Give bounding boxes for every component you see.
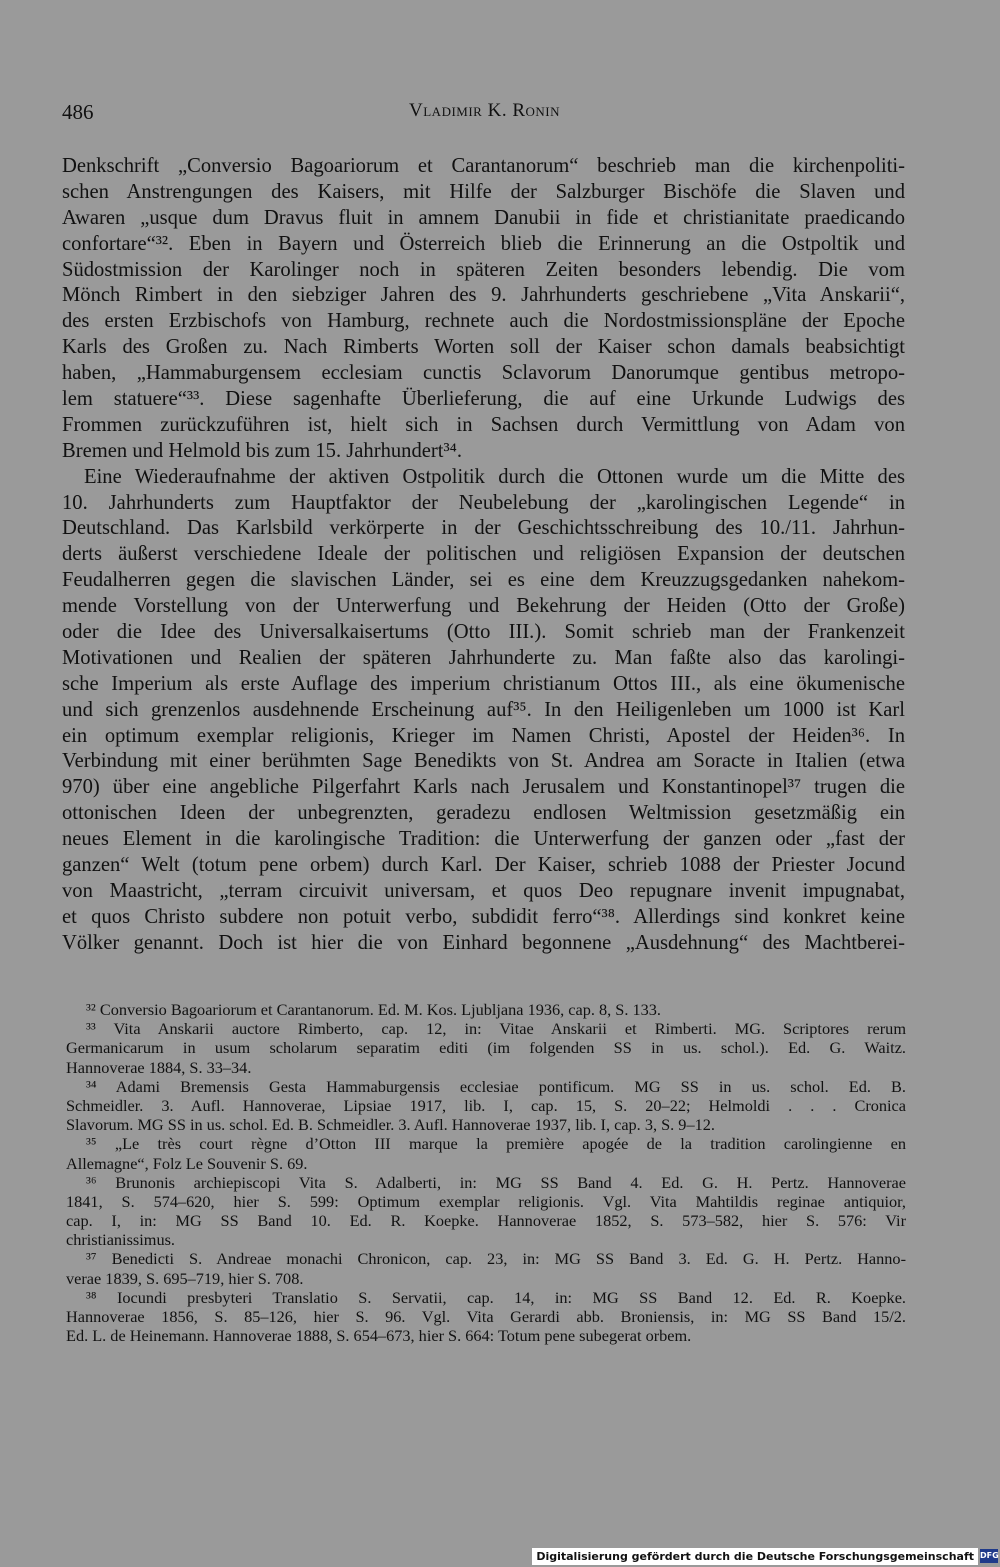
footnotes [66, 1000, 906, 1345]
footnote-line: verae 1839, S. 695–719, hier S. 708. [66, 1268, 304, 1288]
footnote-line: Allemagne“, Folz Le Souvenir S. 69. [66, 1153, 308, 1173]
body-line: mende Vorstellung von der Unterwerfung und Bekehrung der Heiden (Otto der Große) [62, 595, 905, 618]
footnote-line: 1841, S. 574–620, hier S. 599: Optimum exemplar religionis. Vgl. Vita Mahtildis reginae antiquior, [66, 1191, 906, 1211]
body-line: Mönch Rimbert in den siebziger Jahren des 9. Jahrhunderts geschriebene „Vita Anskarii“, [62, 284, 905, 307]
footnote-34: ³⁴ Adami Bremensis Gesta Hammaburgensis ecclesiae pontificum. MG SS in us. schol. Ed. B. [86, 1076, 906, 1096]
body-line: ganzen“ Welt (totum pene orbem) durch Karl. Der Kaiser, schrieb 1088 der Priester Jocund [62, 854, 905, 877]
footnote-38: ³⁸ Iocundi presbyteri Translatio S. Servatii, cap. 14, in: MG SS Band 12. Ed. R. Koepke. [86, 1287, 906, 1307]
body-line: lem statuere“³³. Diese sagenhafte Überlieferung, die auf eine Urkunde Ludwigs des [62, 388, 905, 411]
body-line: 970) über eine angebliche Pilgerfahrt Karls nach Jerusalem und Konstantinopel³⁷ trugen die [62, 776, 905, 799]
body-line: sche Imperium als erste Auflage des imperium christianum Ottos III., als eine ökumenische [62, 672, 905, 695]
body-line: Awaren „usque dum Dravus fluit in amnem Danubii in fide et christianitate praedicando [62, 206, 905, 229]
body-line: confortare“³². Eben in Bayern und Österreich blieb die Erinnerung an die Ostpoltik und [62, 232, 905, 255]
body-line: ein optimum exemplar religionis, Krieger im Namen Christi, Apostel der Heiden³⁶. In [62, 724, 905, 747]
body-line: oder die Idee des Universalkaisertums (Otto III.). Somit schrieb man der Frankenzeit [62, 621, 905, 644]
dfg-logo-icon: DFG [980, 1549, 998, 1563]
body-line: und sich grenzenlos ausdehnende Erscheinung auf³⁵. In den Heiligenleben um 1000 ist Karl [62, 698, 905, 721]
footnote-36: ³⁶ Brunonis archiepiscopi Vita S. Adalberti, in: MG SS Band 4. Ed. G. H. Pertz. Hannoverae [86, 1172, 906, 1192]
footnote-line: Slavorum. MG SS in us. schol. Ed. B. Schmeidler. 3. Aufl. Hannoverae 1937, lib. I, cap. 3, S. 9–12. [66, 1115, 715, 1135]
body-line: Frommen zurückzuführen ist, hielt sich in Sachsen durch Vermittlung von Adam von [62, 413, 905, 436]
footnote-line: Hannoverae 1884, S. 33–34. [66, 1057, 252, 1077]
body-line: von Maastricht, „terram circuivit universam, et quos Deo repugnare invenit impugnabat, [62, 879, 905, 902]
body-line: Motivationen und Realien der späteren Jahrhunderte zu. Man faßte also das karolingi- [62, 646, 905, 669]
body-line: et quos Christo subdere non potuit verbo, subdidit ferro“³⁸. Allerdings sind konkret keine [62, 905, 905, 928]
footnote-line: Germanicarum in usum scholarum separatim editi (im folgenden SS in us. schol.). Ed. G. Waitz. [66, 1038, 906, 1058]
body-line: des ersten Erzbischofs von Hamburg, rechnete auch die Nordostmissionspläne der Epoche [62, 310, 905, 333]
footnote-32: ³² Conversio Bagoariorum et Carantanorum. Ed. M. Kos. Ljubljana 1936, cap. 8, S. 133. [86, 1000, 661, 1019]
body-line: Verbindung mit einer berühmten Sage Benedikts von St. Andrea am Soracte in Italien (etwa [62, 750, 905, 773]
body-line: schen Anstrengungen des Kaisers, mit Hilfe der Salzburger Bischöfe die Slaven und [62, 180, 905, 203]
running-head: Vladimir K. Ronin [409, 100, 560, 121]
body-line: Deutschland. Das Karlsbild verkörperte in der Geschichtsschreibung des 10./11. Jahrhun- [62, 517, 905, 540]
page-header [62, 100, 907, 132]
footnote-line: christianissimus. [66, 1230, 175, 1250]
footnote-line: Hannoverae 1856, S. 85–126, hier S. 96. Vgl. Vita Gerardi abb. Broniensis, in: MG SS Band 15/2. [66, 1307, 906, 1326]
footnote-line: Schmeidler. 3. Aufl. Hannoverae, Lipsiae 1917, lib. I, cap. 15, S. 20–22; Helmoldi . . . Cronica [66, 1095, 906, 1115]
footnote-line: Ed. L. de Heinemann. Hannoverae 1888, S. 654–673, hier S. 664: Totum pene subegerat orbem. [66, 1326, 692, 1346]
body-line: Südostmission der Karolinger noch in späteren Zeiten besonders lebendig. Die vom [62, 258, 905, 281]
body-line: Karls des Großen zu. Nach Rimberts Worten soll der Kaiser schon damals beabsichtigt [62, 336, 905, 359]
body-line: neues Element in die karolingische Tradition: die Unterwerfung der ganzen oder „fast der [62, 828, 905, 851]
body-line: Eine Wiederaufnahme der aktiven Ostpolitik durch die Ottonen wurde um die Mitte des [84, 465, 905, 488]
footnote-33: ³³ Vita Anskarii auctore Rimberto, cap. 12, in: Vitae Anskarii et Rimberti. MG. Scriptores rerum [86, 1019, 906, 1039]
body-line: Bremen und Helmold bis zum 15. Jahrhundert³⁴. [62, 439, 462, 462]
body-line: Denkschrift „Conversio Bagoariorum et Carantanorum“ beschrieb man die kirchenpoliti- [62, 155, 905, 177]
body-line: 10. Jahrhunderts zum Hauptfaktor der Neubelebung der „karolingischen Legende“ in [62, 491, 905, 514]
footnote-37: ³⁷ Benedicti S. Andreae monachi Chronicon, cap. 23, in: MG SS Band 3. Ed. G. H. Pertz. Hanno- [86, 1249, 906, 1269]
dfg-credit: Digitalisierung gefördert durch die Deutsche Forschungsgemeinschaft [532, 1548, 978, 1565]
footer-bar [0, 1547, 1000, 1567]
body-line: ottonischen Ideen der unbegrenzten, geradezu endlosen Weltmission gesetzmäßig ein [62, 802, 905, 825]
footnote-35: ³⁵ „Le très court règne d’Otton III marque la première apogée de la tradition carolingienne en [86, 1134, 906, 1154]
body-line: haben, „Hammaburgensem ecclesiam cunctis Sclavorum Danorumque gentibus metropo- [62, 362, 905, 385]
footnote-line: cap. I, in: MG SS Band 10. Ed. R. Koepke. Hannoverae 1852, S. 573–582, hier S. 576: Vir [66, 1211, 906, 1231]
body-line: derts äußerst verschiedene Ideale der politischen und religiösen Expansion der deutschen [62, 543, 905, 566]
body-line: Feudalherren gegen die slavischen Länder, sei es eine dem Kreuzzugsgedanken nahekom- [62, 569, 905, 592]
page-number: 486 [62, 100, 94, 124]
body-line: Völker genannt. Doch ist hier die von Einhard begonnene „Ausdehnung“ des Machtberei- [62, 931, 905, 954]
main-body-text [62, 154, 905, 957]
